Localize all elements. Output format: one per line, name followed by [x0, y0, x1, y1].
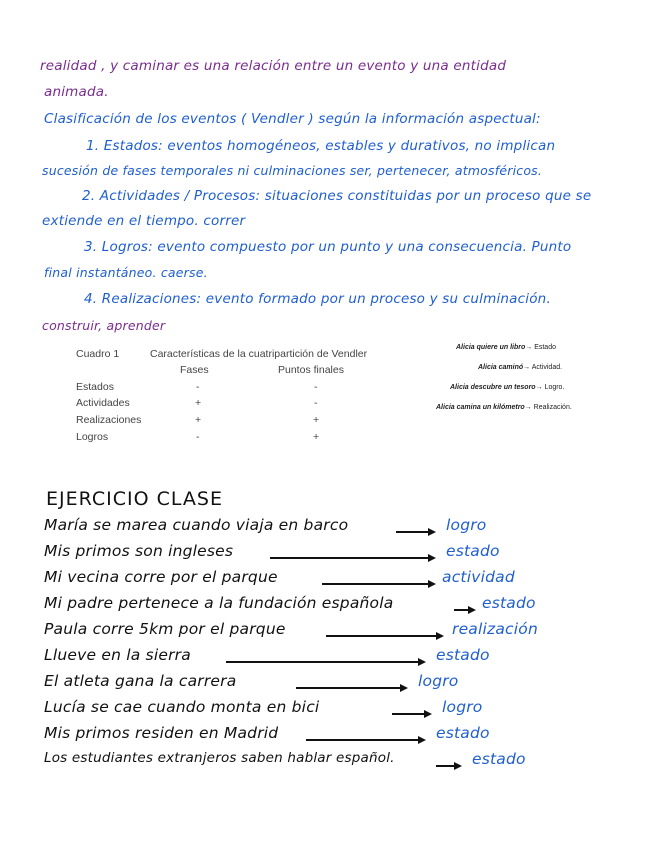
answer-line — [392, 713, 426, 715]
example-sentence: Alicia descubre un tesoro — [450, 384, 536, 391]
exercise-answer: estado — [436, 724, 490, 742]
table-cell-puntos: + — [313, 431, 320, 443]
exercise-answer: realización — [452, 620, 538, 638]
exercise-answer: estado — [446, 542, 500, 560]
note-line-3: Clasificación de los eventos ( Vendler ) según la información aspectual: — [44, 111, 541, 127]
exercise-title: EJERCICIO CLASE — [46, 488, 223, 510]
exercise-answer: actividad — [442, 568, 515, 586]
exercise-sentence: Lucía se cae cuando monta en bici — [44, 698, 320, 716]
exercise-sentence: María se marea cuando viaja en barco — [44, 516, 349, 534]
arrow-icon — [436, 632, 444, 640]
exercise-answer: logro — [446, 516, 487, 534]
table-row-label: Realizaciones — [76, 414, 142, 426]
answer-line — [270, 557, 430, 559]
note-line-2: animada. — [44, 84, 109, 100]
example-type: Estado — [534, 344, 556, 351]
exercise-answer: estado — [472, 750, 526, 768]
exercise-answer: estado — [436, 646, 490, 664]
answer-line — [322, 583, 430, 585]
table-cell-puntos: - — [314, 381, 318, 393]
arrow-icon: → — [524, 404, 532, 411]
arrow-icon — [468, 606, 476, 614]
arrow-icon — [428, 528, 436, 536]
note-line-4: 1. Estados: eventos homogéneos, estables y durativos, no implican — [86, 138, 556, 154]
example-row — [436, 404, 572, 411]
answer-line — [296, 687, 402, 689]
arrow-icon: → — [523, 364, 531, 371]
answer-line — [326, 635, 438, 637]
note-line-6: 2. Actividades / Procesos: situaciones constituidas por un proceso que se — [82, 188, 592, 204]
table-cell-fases: + — [195, 397, 202, 409]
exercise-sentence: Llueve en la sierra — [44, 646, 191, 664]
example-type: Actividad. — [531, 364, 563, 371]
exercise-sentence: Mi padre pertenece a la fundación española — [44, 594, 394, 612]
exercise-sentence: Los estudiantes extranjeros saben hablar español. — [44, 750, 395, 766]
exercise-answer: logro — [418, 672, 459, 690]
note-line-1: realidad , y caminar es una relación entre un evento y una entidad — [40, 58, 507, 74]
note-line-7: extiende en el tiempo. correr — [42, 213, 246, 229]
table-row-label: Actividades — [76, 397, 130, 409]
exercise-answer: estado — [482, 594, 536, 612]
arrow-icon — [454, 762, 462, 770]
note-line-11: construir, aprender — [42, 318, 166, 333]
exercise-sentence: Mis primos son ingleses — [44, 542, 234, 560]
note-line-5: sucesión de fases temporales ni culminaciones ser, pertenecer, atmosféricos. — [42, 163, 543, 178]
table-col-fases: Fases — [180, 364, 209, 376]
arrow-icon — [428, 580, 436, 588]
table-row-label: Logros — [76, 431, 109, 443]
exercise-sentence: Mi vecina corre por el parque — [44, 568, 278, 586]
arrow-icon — [418, 658, 426, 666]
answer-line — [306, 739, 420, 741]
arrow-icon: → — [525, 344, 533, 351]
example-sentence: Alicia caminó — [478, 364, 524, 371]
example-row — [478, 364, 562, 371]
example-row — [450, 384, 564, 391]
note-line-8: 3. Logros: evento compuesto por un punto y una consecuencia. Punto — [84, 239, 572, 255]
answer-line — [396, 531, 430, 533]
example-sentence: Alicia camina un kilómetro — [436, 404, 525, 411]
arrow-icon — [428, 554, 436, 562]
table-cell-fases: - — [196, 381, 200, 393]
answer-line — [436, 765, 456, 767]
table-cell-fases: - — [196, 431, 200, 443]
exercise-sentence: Paula corre 5km por el parque — [44, 620, 286, 638]
answer-line — [226, 661, 420, 663]
table-row-label: Estados — [76, 381, 114, 393]
note-line-10: 4. Realizaciones: evento formado por un proceso y su culminación. — [84, 291, 551, 307]
table-cell-puntos: + — [313, 414, 320, 426]
arrow-icon — [400, 684, 408, 692]
exercise-answer: logro — [442, 698, 483, 716]
arrow-icon — [418, 736, 426, 744]
table-title: Características de la cuatripartición de Vendler — [150, 348, 368, 360]
example-sentence: Alicia quiere un libro — [456, 344, 526, 351]
arrow-icon — [424, 710, 432, 718]
arrow-icon: → — [535, 384, 543, 391]
example-type: Realización. — [533, 404, 572, 411]
table-cell-puntos: - — [314, 397, 318, 409]
exercise-sentence: Mis primos residen en Madrid — [44, 724, 279, 742]
note-line-9: final instantáneo. caerse. — [44, 265, 208, 280]
table-cell-fases: + — [195, 414, 202, 426]
example-row — [456, 344, 556, 351]
table-caption: Cuadro 1 — [76, 348, 120, 360]
exercise-sentence: El atleta gana la carrera — [44, 672, 237, 690]
example-type: Logro. — [544, 384, 565, 391]
table-col-puntos: Puntos finales — [278, 364, 344, 376]
